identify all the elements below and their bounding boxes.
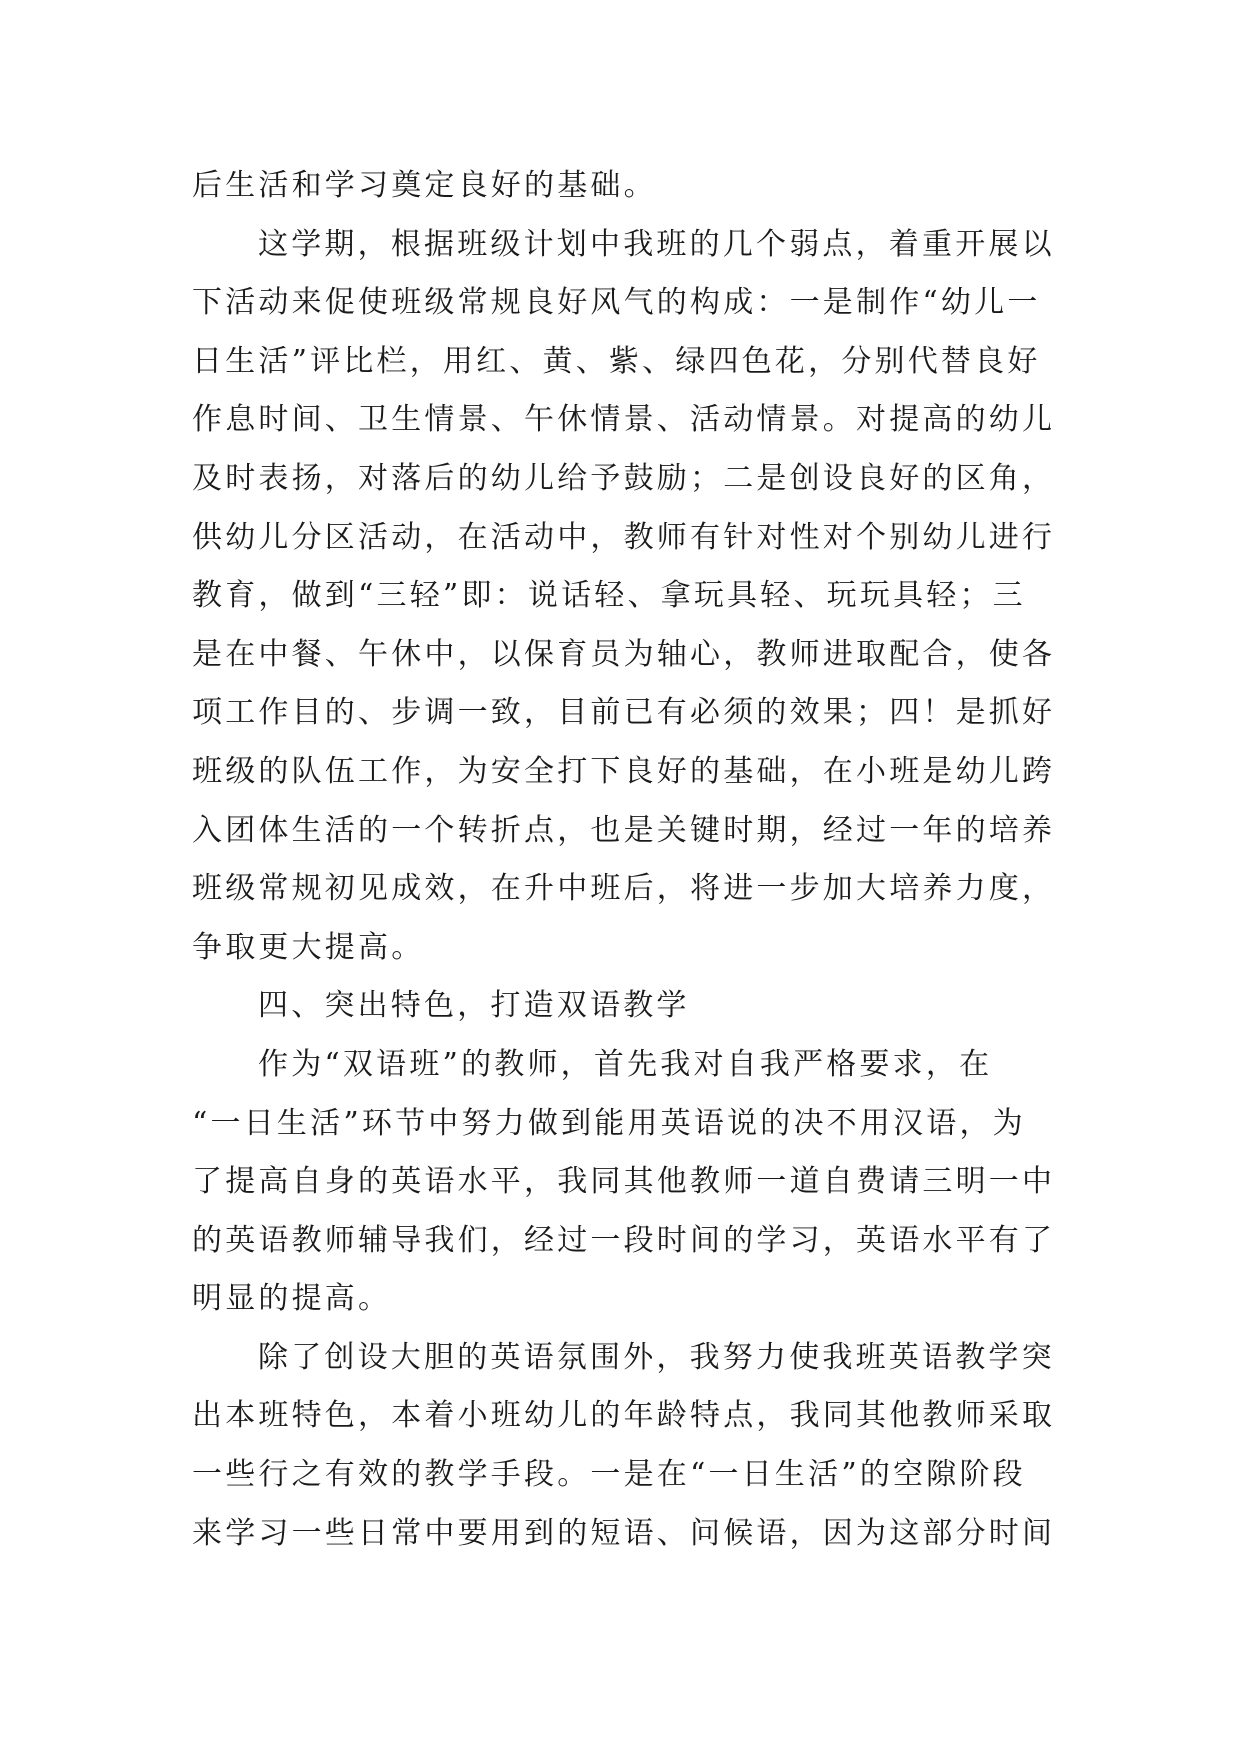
text-line: 日生活”评比栏，用红、黄、紫、绿四色花，分别代替良好 bbox=[192, 343, 1041, 379]
text-line: 教育，做到“三轻”即：说话轻、拿玩具轻、玩玩具轻；三 bbox=[192, 578, 1026, 614]
body-text bbox=[192, 157, 1056, 1563]
text-line: 下活动来促使班级常规良好风气的构成：一是制作“幼儿一 bbox=[192, 285, 1041, 321]
text-line: 是在中餐、午休中，以保育员为轴心，教师进取配合，使各 bbox=[192, 636, 1056, 672]
text-line: 争取更大提高。 bbox=[192, 929, 425, 965]
text-line: 一些行之有效的教学手段。一是在“一日生活”的空隙阶段 bbox=[192, 1457, 1026, 1493]
text-line: 班级常规初见成效，在升中班后，将进一步加大培养力度， bbox=[192, 871, 1056, 907]
text-line: 后生活和学习奠定良好的基础。 bbox=[192, 168, 657, 203]
text-line: 项工作目的、步调一致，目前已有必须的效果；四！是抓好 bbox=[192, 695, 1056, 731]
text-line: 班级的队伍工作，为安全打下良好的基础，在小班是幼儿跨 bbox=[192, 753, 1056, 789]
text-line: 出本班特色，本着小班幼儿的年龄特点，我同其他教师采取 bbox=[192, 1398, 1056, 1434]
text-line: 明显的提高。 bbox=[192, 1281, 392, 1317]
paragraph-start-line: 作为“双语班”的教师，首先我对自我严格要求，在 bbox=[258, 1046, 993, 1082]
text-line: “一日生活”环节中努力做到能用英语说的决不用汉语，为 bbox=[192, 1105, 1026, 1141]
text-line: 的英语教师辅导我们，经过一段时间的学习，英语水平有了 bbox=[192, 1222, 1056, 1258]
paragraph-start-line: 这学期，根据班级计划中我班的几个弱点，着重开展以 bbox=[258, 226, 1055, 262]
section-heading: 四、突出特色，打造双语教学 bbox=[258, 988, 690, 1024]
text-line: 作息时间、卫生情景、午休情景、活动情景。对提高的幼儿 bbox=[192, 402, 1056, 438]
paragraph-start-line: 除了创设大胆的英语氛围外，我努力使我班英语教学突 bbox=[258, 1339, 1055, 1375]
text-line: 了提高自身的英语水平，我同其他教师一道自费请三明一中 bbox=[192, 1164, 1056, 1200]
text-line: 入团体生活的一个转折点，也是关键时期，经过一年的培养 bbox=[192, 812, 1056, 848]
text-line: 供幼儿分区活动，在活动中，教师有针对性对个别幼儿进行 bbox=[192, 519, 1056, 555]
text-line: 及时表扬，对落后的幼儿给予鼓励；二是创设良好的区角， bbox=[192, 460, 1056, 496]
text-line: 来学习一些日常中要用到的短语、问候语，因为这部分时间 bbox=[192, 1515, 1056, 1551]
